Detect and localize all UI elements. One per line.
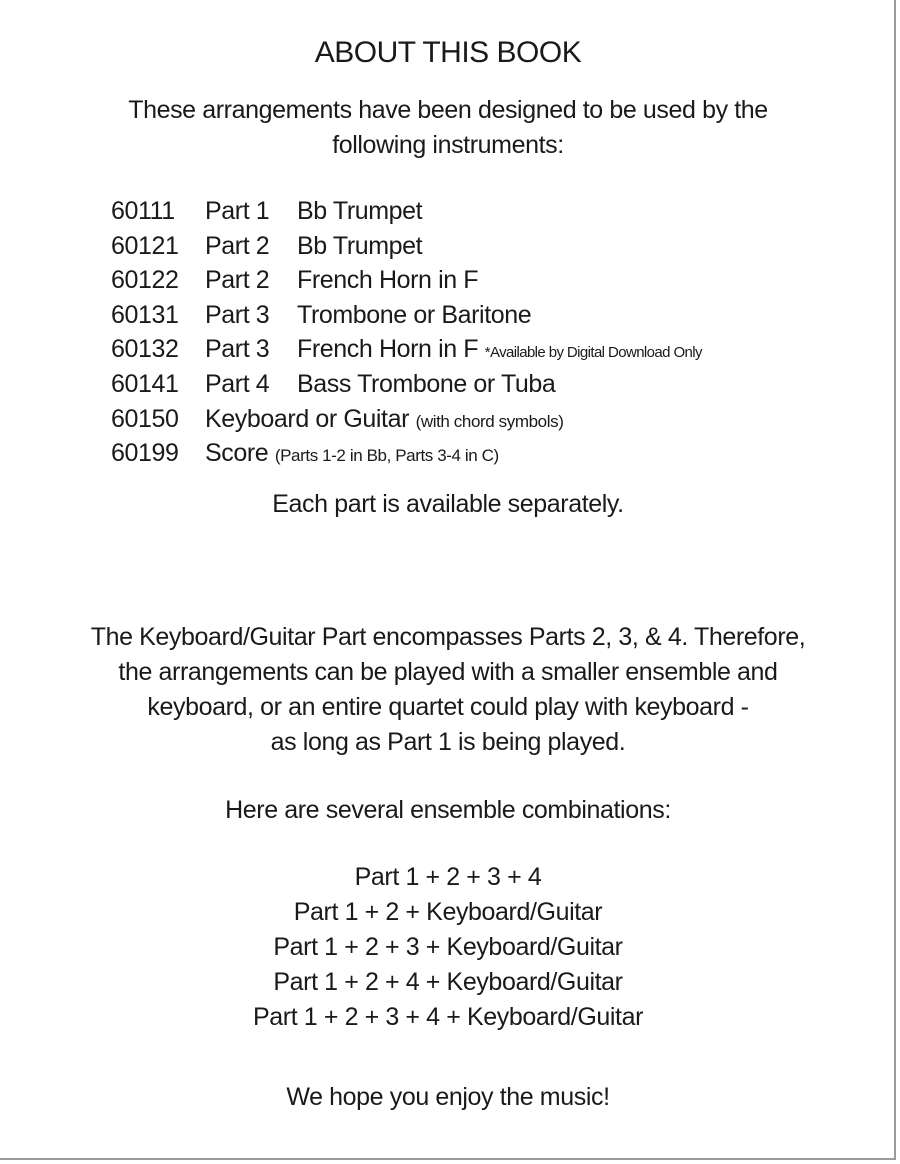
part-code: 60150 — [111, 404, 179, 433]
page-title: ABOUT THIS BOOK — [314, 36, 582, 69]
paragraph-line-3: keyboard, or an entire quartet could play with keyboard - — [147, 693, 749, 721]
part-instrument: French Horn in F — [297, 266, 479, 295]
combination-item: Part 1 + 2 + Keyboard/Guitar — [293, 898, 603, 926]
part-number: Part 2 — [205, 231, 270, 260]
part-instrument-with-note — [297, 335, 702, 364]
part-label-with-note — [205, 405, 563, 434]
intro-line-2: following instruments: — [332, 131, 564, 159]
part-code: 60111 — [111, 197, 175, 225]
paragraph-line-4: as long as Part 1 is being played. — [270, 728, 626, 756]
part-row — [111, 232, 871, 267]
combination-item: Part 1 + 2 + 4 + Keyboard/Guitar — [273, 968, 623, 996]
part-code: 60121 — [111, 231, 179, 260]
part-number: Part 3 — [205, 300, 270, 329]
parts-list — [111, 197, 871, 474]
combinations-heading: Here are several ensemble combinations: — [225, 796, 671, 824]
part-note: (with chord symbols) — [415, 411, 564, 431]
part-instrument: Bb Trumpet — [297, 197, 423, 225]
paragraph-line-1: The Keyboard/Guitar Part encompasses Parts 2, 3, & 4. Therefore, — [90, 623, 806, 651]
part-number: Part 1 — [205, 197, 270, 225]
part-code: 60199 — [111, 439, 179, 468]
part-label-with-note — [205, 439, 499, 468]
availability-note: *Available by Digital Download Only — [484, 344, 702, 362]
part-instrument: Trombone or Baritone — [297, 300, 532, 329]
part-instrument: French Horn in F — [297, 335, 479, 364]
each-part-note: Each part is available separately. — [272, 490, 624, 518]
part-number: Part 3 — [205, 335, 270, 364]
part-note: (Parts 1-2 in Bb, Parts 3-4 in C) — [274, 446, 499, 466]
part-row — [111, 197, 871, 232]
intro-line-1: These arrangements have been designed to be used by the — [128, 96, 768, 124]
part-label: Score — [205, 439, 269, 468]
combination-item: Part 1 + 2 + 3 + Keyboard/Guitar — [273, 933, 623, 961]
part-number: Part 2 — [205, 266, 270, 295]
combination-item: Part 1 + 2 + 3 + 4 + Keyboard/Guitar — [252, 1003, 644, 1031]
part-row — [111, 370, 871, 405]
part-label: Keyboard or Guitar — [205, 404, 410, 433]
part-row — [111, 439, 871, 474]
part-row — [111, 301, 871, 336]
part-code: 60132 — [111, 335, 179, 364]
combination-item: Part 1 + 2 + 3 + 4 — [354, 863, 542, 891]
closing-line: We hope you enjoy the music! — [286, 1083, 610, 1111]
paragraph-line-2: the arrangements can be played with a smaller ensemble and — [118, 658, 778, 686]
part-code: 60131 — [111, 300, 179, 329]
part-row — [111, 335, 871, 370]
part-code: 60141 — [111, 369, 179, 398]
part-number: Part 4 — [205, 369, 270, 398]
part-instrument: Bb Trumpet — [297, 231, 423, 260]
part-code: 60122 — [111, 266, 179, 295]
part-row — [111, 405, 871, 440]
part-instrument: Bass Trombone or Tuba — [297, 369, 556, 398]
part-row — [111, 266, 871, 301]
